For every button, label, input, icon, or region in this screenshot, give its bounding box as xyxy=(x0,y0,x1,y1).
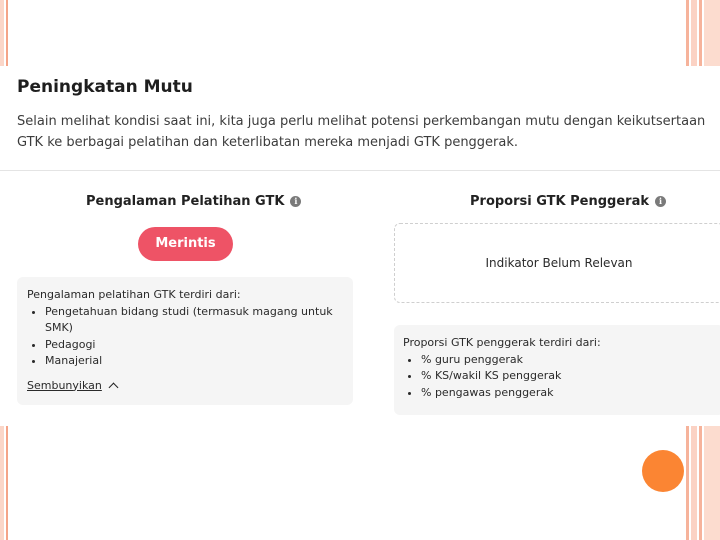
training-info-intro: Pengalaman pelatihan GTK terdiri dari: xyxy=(27,288,241,301)
list-item: • Pedagogi xyxy=(45,337,343,354)
driver-card-title-text: Proporsi GTK Penggerak xyxy=(470,194,650,209)
hide-toggle-label: Sembunyikan xyxy=(27,378,102,392)
list-item: • % KS/wakil KS penggerak xyxy=(421,368,714,385)
training-card-title-text: Pengalaman Pelatihan GTK xyxy=(86,194,285,209)
driver-card-title xyxy=(470,194,666,209)
accent-dot xyxy=(642,450,684,492)
list-item: • % guru penggerak xyxy=(421,352,714,369)
chevron-up-icon xyxy=(108,383,118,393)
info-icon[interactable]: i xyxy=(290,196,301,207)
info-icon[interactable]: i xyxy=(655,196,666,207)
level-badge: Merintis xyxy=(138,227,233,261)
divider xyxy=(0,170,720,171)
training-card-title xyxy=(86,194,301,209)
training-info-list xyxy=(27,304,343,370)
section-title: Peningkatan Mutu xyxy=(17,77,193,97)
screenshot-panel xyxy=(0,66,720,426)
driver-info-list xyxy=(403,352,714,402)
driver-info-box xyxy=(394,325,720,415)
training-info-box xyxy=(17,277,353,405)
hide-toggle-link[interactable] xyxy=(27,378,343,395)
list-item: • Pengetahuan bidang studi (termasuk magang untuk SMK) xyxy=(45,304,343,337)
driver-info-intro: Proporsi GTK penggerak terdiri dari: xyxy=(403,336,601,349)
section-description: Selain melihat kondisi saat ini, kita juga perlu melihat potensi perkembangan mutu dengan keikutsertaan GTK ke berbagai pelatihan dan keterlibatan mereka menjadi GTK penggerak. xyxy=(17,114,706,150)
list-item: • % pengawas penggerak xyxy=(421,385,714,402)
empty-state: Indikator Belum Relevan xyxy=(394,223,720,303)
list-item: • Manajerial xyxy=(45,353,343,370)
